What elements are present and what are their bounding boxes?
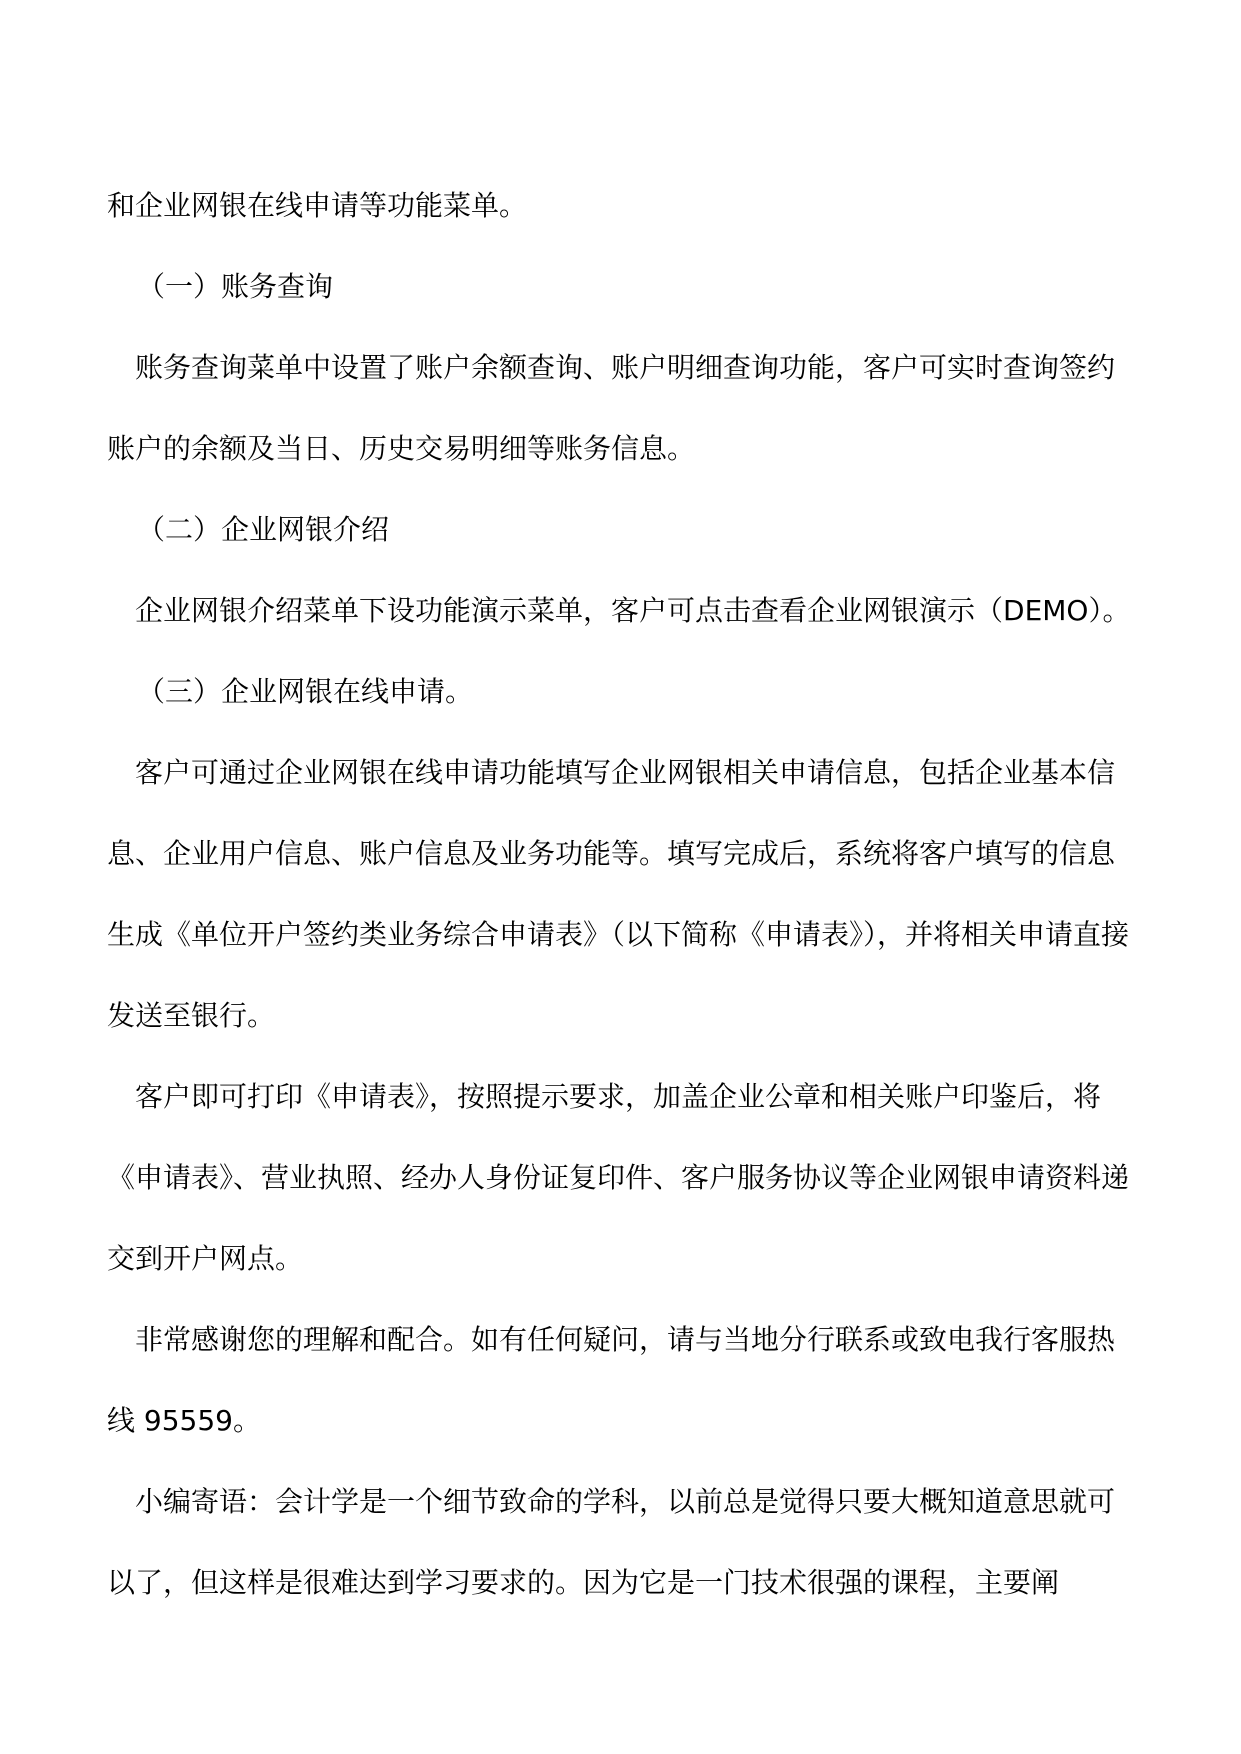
section-heading-ebank-intro: （二）企业网银介绍 [137, 513, 390, 546]
paragraph-print-form: 客户即可打印《申请表》，按照提示要求，加盖企业公章和相关账户印鉴后，将《申请表》、营业执照、经办人身份证复印件、客户服务协议等企业网银申请资料递交到开户网点。 [107, 1080, 1130, 1275]
paragraph-online-application: 客户可通过企业网银在线申请功能填写企业网银相关申请信息，包括企业基本信息、企业用户信息、账户信息及业务功能等。填写完成后，系统将客户填写的信息生成《单位开户签约类业务综合申请表》（以下简称《申请表》），并将相关申请直接发送至银行。 [107, 756, 1130, 1032]
paragraph-ebank-intro: 企业网银介绍菜单下设功能演示菜单，客户可点击查看企业网银演示（DEMO）。 [135, 594, 1131, 627]
document-body [107, 165, 1137, 1623]
paragraph-account-query: 账务查询菜单中设置了账户余额查询、账户明细查询功能，客户可实时查询签约账户的余额及当日、历史交易明细等账务信息。 [107, 351, 1116, 465]
section-heading-online-application: （三）企业网银在线申请。 [137, 675, 474, 708]
paragraph-thanks: 非常感谢您的理解和配合。如有任何疑问，请与当地分行联系或致电我行客服热线 95559。 [107, 1323, 1116, 1437]
section-heading-account-query: （一）账务查询 [137, 270, 334, 303]
paragraph-editor-note: 小编寄语：会计学是一个细节致命的学科，以前总是觉得只要大概知道意思就可以了，但这样是很难达到学习要求的。因为它是一门技术很强的课程，主要阐 [107, 1485, 1116, 1599]
paragraph-continued: 和企业网银在线申请等功能菜单。 [107, 189, 528, 222]
